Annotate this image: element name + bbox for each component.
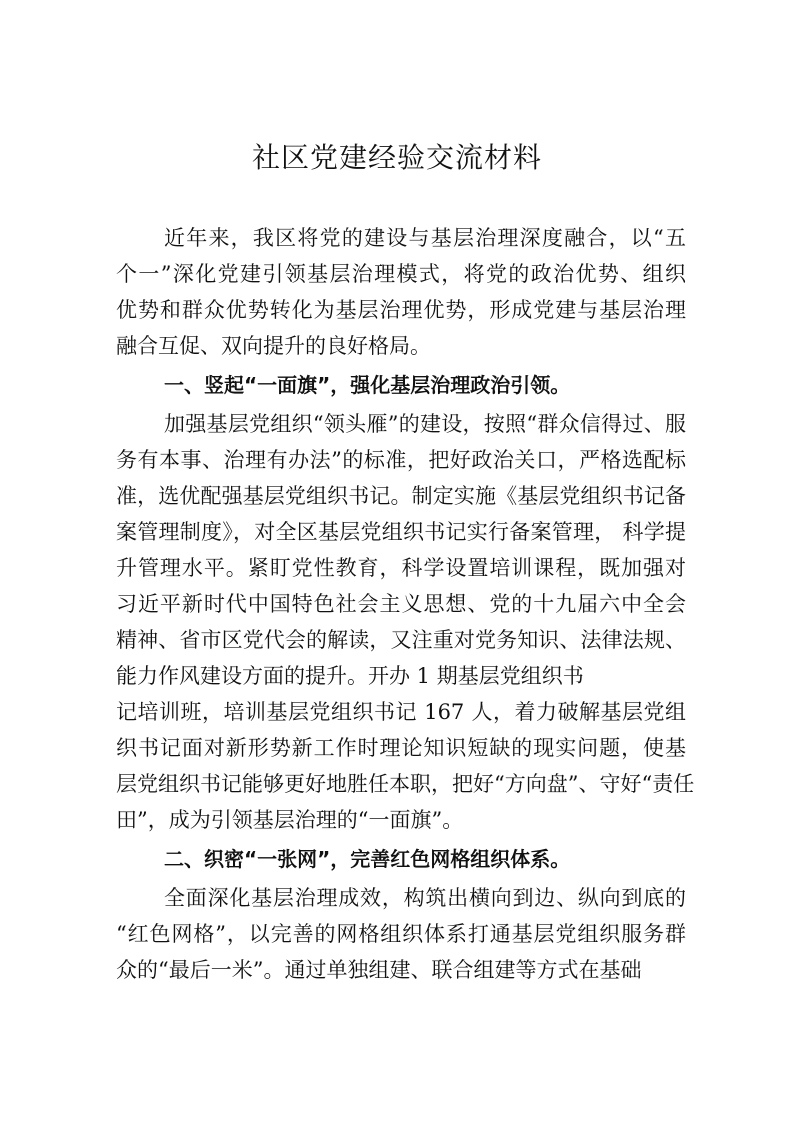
paragraph-line: 能力作风建设方面的提升。开办 1 期基层党组织书: [116, 664, 584, 688]
paragraph-line: “红色网格”，以完善的网格组织体系打通基层党组织服务群: [116, 922, 686, 946]
paragraph-line: 习近平新时代中国特色社会主义思想、党的十九届六中全会: [116, 592, 686, 616]
document-title: 社区党建经验交流材料: [251, 141, 542, 174]
paragraph-line: 务有本事、治理有办法”的标准，把好政治关口，严格选配标: [116, 448, 686, 472]
paragraph-line: 准，选优配强基层党组织书记。制定实施《基层党组织书记备: [116, 484, 686, 508]
paragraph-line: 个一”深化党建引领基层治理模式，将党的政治优势、组织: [116, 262, 686, 286]
paragraph-line: 案管理制度》，对全区基层党组织书记实行备案管理， 科学提: [116, 520, 686, 544]
paragraph-line: 织书记面对新形势新工作时理论知识短缺的现实问题，使基: [116, 736, 686, 760]
paragraph-line: 众的“最后一米”。通过单独组建、联合组建等方式在基础: [116, 958, 642, 982]
section-heading: 二、织密“一张网”，完善红色网格组织体系。: [164, 847, 571, 871]
paragraph-line: 层党组织书记能够更好地胜任本职，把好“方向盘”、守好“责任: [116, 772, 695, 796]
paragraph-line: 记培训班，培训基层党组织书记 167 人，着力破解基层党组: [116, 700, 686, 724]
paragraph-line: 加强基层党组织“领头雁”的建设，按照“群众信得过、服: [164, 412, 686, 436]
paragraph-line: 田”，成为引领基层治理的“一面旗”。: [116, 808, 464, 832]
section-heading: 一、竖起“一面旗”，强化基层治理政治引领。: [164, 373, 571, 397]
paragraph-line: 近年来，我区将党的建设与基层治理深度融合，以“五: [164, 226, 686, 250]
paragraph-line: 全面深化基层治理成效，构筑出横向到边、纵向到底的: [164, 886, 686, 910]
paragraph-line: 升管理水平。紧盯党性教育，科学设置培训课程，既加强对: [116, 556, 686, 580]
paragraph-line: 融合互促、双向提升的良好格局。: [116, 334, 431, 358]
paragraph-line: 精神、省市区党代会的解读，又注重对党务知识、法律法规、: [116, 628, 686, 652]
paragraph-line: 优势和群众优势转化为基层治理优势，形成党建与基层治理: [116, 298, 686, 322]
